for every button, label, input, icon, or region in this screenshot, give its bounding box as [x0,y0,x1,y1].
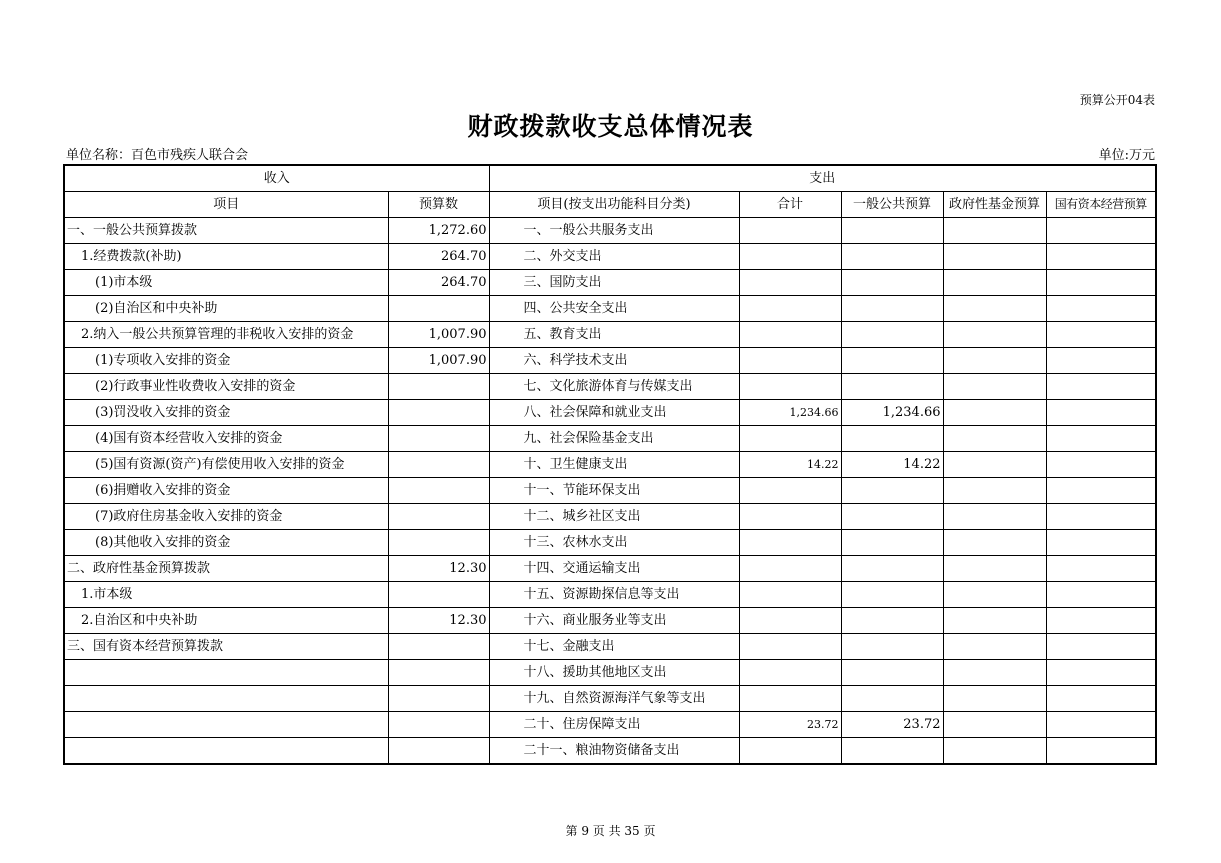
table-row [64,452,1156,478]
general-cell [841,296,943,322]
budget-table [63,164,1157,765]
budget-cell: 1,007.90 [388,322,489,348]
gov-fund-cell [943,686,1046,712]
expense-item-cell: 二、外交支出 [489,244,739,270]
expense-item-cell: 十八、援助其他地区支出 [489,660,739,686]
state-capital-cell [1046,270,1156,296]
gov-fund-cell [943,218,1046,244]
state-capital-cell [1046,634,1156,660]
gov-fund-cell [943,452,1046,478]
table-row [64,634,1156,660]
gov-fund-cell [943,400,1046,426]
table-row [64,400,1156,426]
general-cell [841,530,943,556]
state-capital-cell [1046,218,1156,244]
total-cell [739,218,841,244]
budget-cell [388,582,489,608]
budget-cell [388,374,489,400]
expense-item-cell: 十一、节能环保支出 [489,478,739,504]
general-cell [841,218,943,244]
gov-fund-cell [943,660,1046,686]
form-number: 预算公开04表 [1079,93,1155,107]
expense-header: 支出 [489,165,1156,192]
state-capital-cell [1046,452,1156,478]
expense-item-cell: 十六、商业服务业等支出 [489,608,739,634]
budget-cell [388,504,489,530]
table-row [64,556,1156,582]
table-row [64,686,1156,712]
income-item-cell: (6)捐赠收入安排的资金 [64,478,388,504]
income-item-cell: (2)自治区和中央补助 [64,296,388,322]
table-row [64,218,1156,244]
state-capital-cell [1046,738,1156,765]
total-cell [739,660,841,686]
total-cell [739,738,841,765]
income-item-cell [64,660,388,686]
total-cell [739,244,841,270]
gov-fund-cell [943,504,1046,530]
budget-cell [388,634,489,660]
general-cell [841,244,943,270]
table-row [64,322,1156,348]
general-cell [841,634,943,660]
budget-cell: 264.70 [388,270,489,296]
gov-fund-cell [943,478,1046,504]
budget-cell [388,660,489,686]
table-row [64,712,1156,738]
total-cell [739,504,841,530]
state-capital-cell [1046,608,1156,634]
budget-cell [388,296,489,322]
budget-cell: 1,272.60 [388,218,489,244]
expense-item-cell: 十三、农林水支出 [489,530,739,556]
income-item-cell: (2)行政事业性收费收入安排的资金 [64,374,388,400]
income-item-cell [64,738,388,765]
table-row [64,608,1156,634]
state-capital-cell [1046,374,1156,400]
gov-fund-cell [943,270,1046,296]
total-cell [739,270,841,296]
gov-fund-cell [943,530,1046,556]
income-item-cell: 1.经费拨款(补助) [64,244,388,270]
table-row [64,738,1156,765]
gov-fund-cell [943,426,1046,452]
income-item-cell: 三、国有资本经营预算拨款 [64,634,388,660]
total-cell [739,556,841,582]
table-row [64,504,1156,530]
income-item-cell: 2.纳入一般公共预算管理的非税收入安排的资金 [64,322,388,348]
gov-fund-cell [943,374,1046,400]
income-item-cell: (7)政府住房基金收入安排的资金 [64,504,388,530]
budget-cell [388,738,489,765]
general-cell [841,686,943,712]
expense-item-cell: 二十、住房保障支出 [489,712,739,738]
total-cell [739,530,841,556]
income-item-cell: 2.自治区和中央补助 [64,608,388,634]
general-cell [841,348,943,374]
total-cell [739,686,841,712]
general-cell [841,322,943,348]
gov-fund-cell [943,556,1046,582]
income-item-cell: (1)市本级 [64,270,388,296]
state-capital-cell [1046,296,1156,322]
state-capital-cell [1046,530,1156,556]
expense-item-cell: 五、教育支出 [489,322,739,348]
total-cell: 1,234.66 [739,400,841,426]
general-cell: 23.72 [841,712,943,738]
general-cell: 1,234.66 [841,400,943,426]
gov-fund-cell [943,738,1046,765]
state-capital-cell [1046,322,1156,348]
table-row [64,374,1156,400]
state-capital-cell [1046,712,1156,738]
header-row-2 [64,192,1156,218]
budget-header: 预算数 [388,192,489,218]
budget-cell [388,712,489,738]
state-capital-cell [1046,686,1156,712]
expense-item-cell: 十、卫生健康支出 [489,452,739,478]
total-cell [739,478,841,504]
income-item-cell: (5)国有资源(资产)有偿使用收入安排的资金 [64,452,388,478]
income-item-cell [64,686,388,712]
expense-item-cell: 十九、自然资源海洋气象等支出 [489,686,739,712]
gov-fund-cell [943,348,1046,374]
general-cell [841,426,943,452]
state-capital-cell [1046,582,1156,608]
expense-item-cell: 十二、城乡社区支出 [489,504,739,530]
total-cell [739,348,841,374]
state-capital-cell [1046,400,1156,426]
table-row [64,478,1156,504]
income-item-cell: (1)专项收入安排的资金 [64,348,388,374]
expense-item-cell: 八、社会保障和就业支出 [489,400,739,426]
table-row [64,530,1156,556]
table-row [64,296,1156,322]
income-header: 收入 [64,165,489,192]
item-header: 项目 [64,192,388,218]
budget-cell [388,452,489,478]
expense-item-cell: 九、社会保险基金支出 [489,426,739,452]
budget-cell [388,478,489,504]
expense-item-cell: 三、国防支出 [489,270,739,296]
general-cell [841,660,943,686]
expense-item-cell: 十四、交通运输支出 [489,556,739,582]
state-capital-cell [1046,426,1156,452]
expense-item-cell: 七、文化旅游体育与传媒支出 [489,374,739,400]
budget-cell [388,426,489,452]
table-row [64,244,1156,270]
income-item-cell: 二、政府性基金预算拨款 [64,556,388,582]
table-row [64,348,1156,374]
budget-cell: 12.30 [388,556,489,582]
general-cell [841,270,943,296]
total-cell [739,608,841,634]
budget-cell: 1,007.90 [388,348,489,374]
total-cell [739,426,841,452]
general-cell [841,504,943,530]
expense-item-cell: 十五、资源勘探信息等支出 [489,582,739,608]
expense-item-cell: 四、公共安全支出 [489,296,739,322]
gov-fund-cell [943,296,1046,322]
total-cell [739,374,841,400]
state-capital-cell [1046,660,1156,686]
general-cell: 14.22 [841,452,943,478]
total-cell [739,582,841,608]
unit-name: 单位名称：百色市残疾人联合会 [66,148,249,163]
expense-item-cell: 六、科学技术支出 [489,348,739,374]
table-row [64,426,1156,452]
budget-cell [388,400,489,426]
state-capital-header: 国有资本经营预算 [1046,192,1156,218]
total-cell [739,322,841,348]
state-capital-cell [1046,478,1156,504]
expense-item-cell: 十七、金融支出 [489,634,739,660]
gov-fund-header: 政府性基金预算 [943,192,1046,218]
general-cell [841,738,943,765]
gov-fund-cell [943,712,1046,738]
state-capital-cell [1046,244,1156,270]
state-capital-cell [1046,556,1156,582]
budget-cell [388,530,489,556]
income-item-cell [64,712,388,738]
income-item-cell: 1.市本级 [64,582,388,608]
state-capital-cell [1046,348,1156,374]
expense-item-cell: 二十一、粮油物资储备支出 [489,738,739,765]
gov-fund-cell [943,608,1046,634]
expense-item-header: 项目(按支出功能科目分类) [489,192,739,218]
page-title: 财政拨款收支总体情况表 [467,112,754,141]
table-row [64,582,1156,608]
page-footer: 第 9 页 共 35 页 [565,824,656,838]
general-cell [841,374,943,400]
general-cell [841,556,943,582]
general-cell [841,478,943,504]
budget-cell: 264.70 [388,244,489,270]
general-header: 一般公共预算 [841,192,943,218]
total-header: 合计 [739,192,841,218]
unit-label: 单位:万元 [1098,148,1155,163]
general-cell [841,608,943,634]
gov-fund-cell [943,244,1046,270]
state-capital-cell [1046,504,1156,530]
total-cell: 23.72 [739,712,841,738]
income-item-cell: (3)罚没收入安排的资金 [64,400,388,426]
budget-cell [388,686,489,712]
total-cell [739,634,841,660]
general-cell [841,582,943,608]
header-row-1 [64,165,1156,192]
income-item-cell: (8)其他收入安排的资金 [64,530,388,556]
budget-cell: 12.30 [388,608,489,634]
total-cell [739,296,841,322]
total-cell: 14.22 [739,452,841,478]
gov-fund-cell [943,322,1046,348]
income-item-cell: (4)国有资本经营收入安排的资金 [64,426,388,452]
income-item-cell: 一、一般公共预算拨款 [64,218,388,244]
expense-item-cell: 一、一般公共服务支出 [489,218,739,244]
gov-fund-cell [943,634,1046,660]
table-row [64,660,1156,686]
gov-fund-cell [943,582,1046,608]
table-row [64,270,1156,296]
